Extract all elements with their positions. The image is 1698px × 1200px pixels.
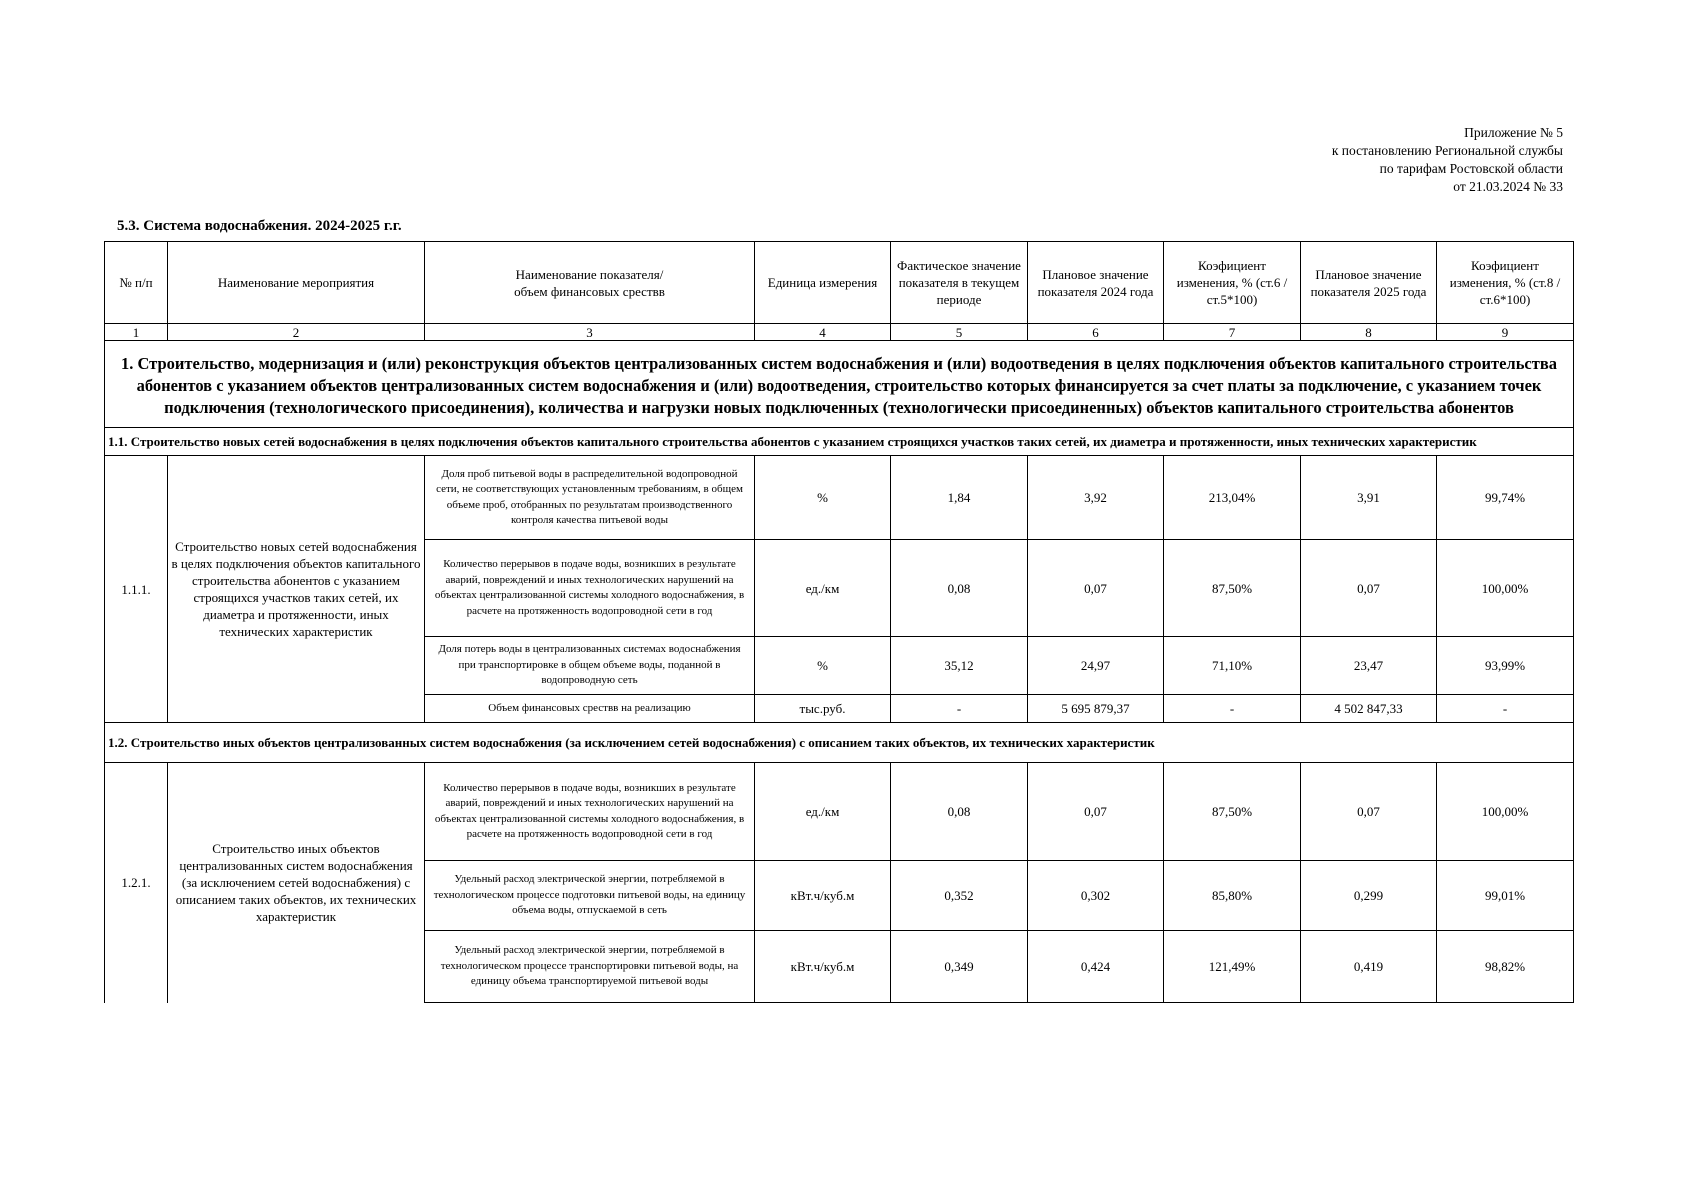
coef-1-cell: - <box>1164 695 1301 723</box>
plan-2025-cell: 4 502 847,33 <box>1301 695 1437 723</box>
subsection-1-1-title: 1.1. Строительство новых сетей водоснабжения в целях подключения объектов капитального строительства абонентов с указанием строящихся участков таких сетей, их диаметра и протяженности, иных технических характеристик <box>105 428 1574 456</box>
unit-cell: тыс.руб. <box>755 695 891 723</box>
column-number-row <box>105 324 1574 341</box>
item-name: Строительство иных объектов централизованных систем водоснабжения (за исключением сетей водоснабжения) с описанием таких объектов, их технических характеристик <box>168 763 425 1003</box>
column-number: 2 <box>168 324 425 341</box>
header-coef-1: Коэфициент изменения, % (ст.6 /ст.5*100) <box>1164 242 1301 324</box>
subsection-1-2-title: 1.2. Строительство иных объектов централизованных систем водоснабжения (за исключением сетей водоснабжения) с описанием таких объектов, их технических характеристик <box>105 723 1574 763</box>
indicators-table <box>104 241 1574 1003</box>
annex-block <box>1332 124 1563 196</box>
indicator-name: Объем финансовых срествв на реализацию <box>425 695 755 723</box>
fact-cell: 0,349 <box>891 931 1028 1003</box>
fact-cell: 1,84 <box>891 456 1028 540</box>
fact-cell: - <box>891 695 1028 723</box>
header-indicator <box>425 242 755 324</box>
indicator-name: Доля потерь воды в централизованных системах водоснабжения при транспортировке в общем объеме воды, поданной в водопроводную сеть <box>425 637 755 695</box>
unit-cell: ед./км <box>755 540 891 637</box>
coef-1-cell: 87,50% <box>1164 540 1301 637</box>
column-number: 3 <box>425 324 755 341</box>
coef-2-cell: 98,82% <box>1437 931 1574 1003</box>
coef-2-cell: 100,00% <box>1437 763 1574 861</box>
plan-2024-cell: 0,07 <box>1028 763 1164 861</box>
header-indicator-line-2: объем финансовых срествв <box>514 283 665 299</box>
coef-2-cell: 99,01% <box>1437 861 1574 931</box>
plan-2024-cell: 0,424 <box>1028 931 1164 1003</box>
plan-2024-cell: 3,92 <box>1028 456 1164 540</box>
section-title: 5.3. Система водоснабжения. 2024-2025 г.г. <box>117 218 402 234</box>
fact-cell: 35,12 <box>891 637 1028 695</box>
annex-line-1: Приложение № 5 <box>1464 125 1563 140</box>
item-number: 1.1.1. <box>105 456 168 723</box>
coef-2-cell: 100,00% <box>1437 540 1574 637</box>
header-row <box>105 242 1574 324</box>
plan-2025-cell: 23,47 <box>1301 637 1437 695</box>
coef-1-cell: 71,10% <box>1164 637 1301 695</box>
coef-1-cell: 121,49% <box>1164 931 1301 1003</box>
coef-1-cell: 87,50% <box>1164 763 1301 861</box>
plan-2025-cell: 0,299 <box>1301 861 1437 931</box>
section-1-row <box>105 341 1574 428</box>
indicator-name: Количество перерывов в подаче воды, возникших в результате аварий, повреждений и иных технологических нарушений на объектах централизованной системы холодного водоснабжения, в расчете на протяженность водопроводной сети в год <box>425 763 755 861</box>
table-row <box>105 456 1574 540</box>
fact-cell: 0,352 <box>891 861 1028 931</box>
plan-2024-cell: 5 695 879,37 <box>1028 695 1164 723</box>
unit-cell: кВт.ч/куб.м <box>755 861 891 931</box>
annex-line-2: к постановлению Региональной службы <box>1331 143 1563 158</box>
plan-2025-cell: 0,07 <box>1301 540 1437 637</box>
item-name: Строительство новых сетей водоснабжения в целях подключения объектов капитального строительства абонентов с указанием строящихся участков таких сетей, их диаметра и протяженности, иных технических характеристик <box>168 456 425 723</box>
section-1-title: 1. Строительство, модернизация и (или) реконструкция объектов централизованных систем водоснабжения и (или) водоотведения в целях подключения объектов капитального строительства абонентов с указанием объектов централизованных систем водоснабжения и (или) водоотведения, строительство которых финансируется за счет платы за подключение, с указанием точек подключения (технологического присоединения), количества и нагрузки новых подключенных (технологически присоединенных) объектов капитального строительства абонентов <box>105 341 1574 428</box>
column-number: 4 <box>755 324 891 341</box>
indicator-name: Количество перерывов в подаче воды, возникших в результате аварий, повреждений и иных технологических нарушений на объектах централизованной системы холодного водоснабжения, в расчете на протяженность водопроводной сети в год <box>425 540 755 637</box>
subsection-1-2-row <box>105 723 1574 763</box>
column-number: 5 <box>891 324 1028 341</box>
plan-2025-cell: 0,419 <box>1301 931 1437 1003</box>
indicator-name: Удельный расход электрической энергии, потребляемой в технологическом процессе транспортировки питьевой воды, на единицу объема транспортируемой питьевой воды <box>425 931 755 1003</box>
plan-2025-cell: 0,07 <box>1301 763 1437 861</box>
plan-2024-cell: 0,302 <box>1028 861 1164 931</box>
table-row <box>105 763 1574 861</box>
header-plan-2024: Плановое значение показателя 2024 года <box>1028 242 1164 324</box>
header-fact-value: Фактическое значение показателя в текущем периоде <box>891 242 1028 324</box>
unit-cell: % <box>755 637 891 695</box>
header-number: № п/п <box>105 242 168 324</box>
plan-2024-cell: 24,97 <box>1028 637 1164 695</box>
header-plan-2025: Плановое значение показателя 2025 года <box>1301 242 1437 324</box>
coef-1-cell: 85,80% <box>1164 861 1301 931</box>
annex-line-4: от 21.03.2024 № 33 <box>1453 179 1563 194</box>
header-coef-2: Коэфициент изменения, % (ст.8 /ст.6*100) <box>1437 242 1574 324</box>
column-number: 7 <box>1164 324 1301 341</box>
column-number: 9 <box>1437 324 1574 341</box>
coef-1-cell: 213,04% <box>1164 456 1301 540</box>
coef-2-cell: 99,74% <box>1437 456 1574 540</box>
annex-line-3: по тарифам Ростовской области <box>1379 161 1563 176</box>
plan-2025-cell: 3,91 <box>1301 456 1437 540</box>
indicator-name: Доля проб питьевой воды в распределительной водопроводной сети, не соответствующих установленным требованиям, в общем объеме проб, отобранных по результатам производственного контроля качества питьевой воды <box>425 456 755 540</box>
coef-2-cell: 93,99% <box>1437 637 1574 695</box>
header-measure-name: Наименование мероприятия <box>168 242 425 324</box>
header-unit: Единица измерения <box>755 242 891 324</box>
item-number: 1.2.1. <box>105 763 168 1003</box>
unit-cell: ед./км <box>755 763 891 861</box>
indicator-name: Удельный расход электрической энергии, потребляемой в технологическом процессе подготовки питьевой воды, на единицу объема воды, отпускаемой в сеть <box>425 861 755 931</box>
column-number: 8 <box>1301 324 1437 341</box>
unit-cell: кВт.ч/куб.м <box>755 931 891 1003</box>
column-number: 1 <box>105 324 168 341</box>
plan-2024-cell: 0,07 <box>1028 540 1164 637</box>
column-number: 6 <box>1028 324 1164 341</box>
fact-cell: 0,08 <box>891 763 1028 861</box>
subsection-1-1-row <box>105 428 1574 456</box>
coef-2-cell: - <box>1437 695 1574 723</box>
unit-cell: % <box>755 456 891 540</box>
header-indicator-line-1: Наименование показателя/ <box>515 266 664 282</box>
fact-cell: 0,08 <box>891 540 1028 637</box>
